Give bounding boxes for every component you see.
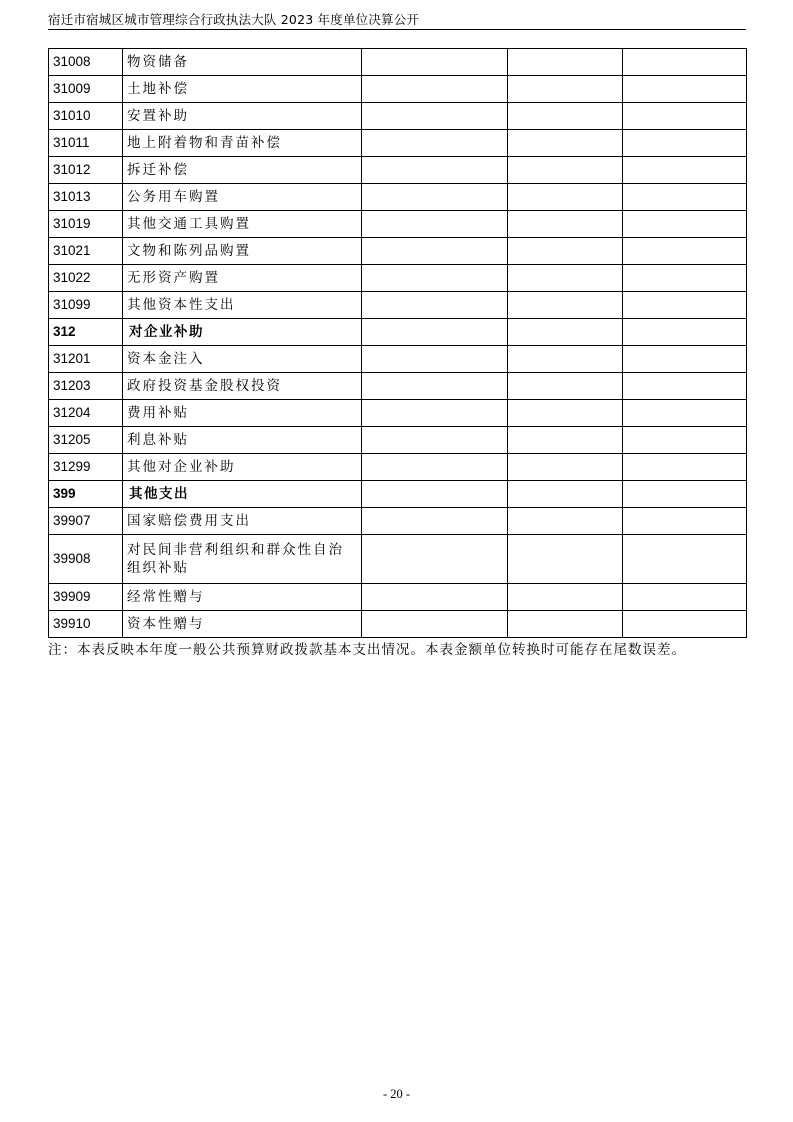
subject-name-cell: 地上附着物和青苗补偿	[123, 130, 362, 157]
amount-cell-3	[623, 400, 747, 427]
amount-cell-3	[623, 49, 747, 76]
table-row	[49, 49, 747, 76]
table-group-row	[49, 319, 747, 346]
amount-cell-3	[623, 373, 747, 400]
amount-cell-2	[508, 373, 623, 400]
amount-cell-1	[362, 319, 508, 346]
subject-name-cell: 经常性赠与	[123, 584, 362, 611]
amount-cell-1	[362, 49, 508, 76]
subject-name-cell: 国家赔偿费用支出	[123, 508, 362, 535]
subject-code-cell: 31201	[49, 346, 123, 373]
table-row	[49, 400, 747, 427]
table-body	[49, 49, 747, 638]
amount-cell-3	[623, 346, 747, 373]
amount-cell-1	[362, 76, 508, 103]
subject-code-cell: 39908	[49, 535, 123, 584]
page-number: - 20 -	[382, 1087, 411, 1101]
subject-name-cell: 资本金注入	[123, 346, 362, 373]
subject-name-cell: 土地补偿	[123, 76, 362, 103]
subject-name-cell: 政府投资基金股权投资	[123, 373, 362, 400]
subject-code-cell: 31008	[49, 49, 123, 76]
table-row	[49, 454, 747, 481]
amount-cell-2	[508, 184, 623, 211]
table-row	[49, 238, 747, 265]
table-row	[49, 611, 747, 638]
amount-cell-3	[623, 535, 747, 584]
amount-cell-1	[362, 535, 508, 584]
subject-code-cell: 31204	[49, 400, 123, 427]
table-row	[49, 292, 747, 319]
table-row	[49, 508, 747, 535]
amount-cell-1	[362, 211, 508, 238]
amount-cell-2	[508, 238, 623, 265]
subject-name-cell: 其他资本性支出	[123, 292, 362, 319]
subject-name-cell: 其他支出	[123, 481, 362, 508]
subject-code-cell: 31012	[49, 157, 123, 184]
amount-cell-1	[362, 346, 508, 373]
subject-code-cell: 31299	[49, 454, 123, 481]
subject-code-cell: 31021	[49, 238, 123, 265]
subject-name-cell: 其他对企业补助	[123, 454, 362, 481]
amount-cell-1	[362, 292, 508, 319]
amount-cell-3	[623, 292, 747, 319]
table-row	[49, 184, 747, 211]
table-row	[49, 584, 747, 611]
amount-cell-1	[362, 400, 508, 427]
subject-name-cell: 对民间非营利组织和群众性自治组织补贴	[123, 535, 362, 584]
subject-name-cell: 无形资产购置	[123, 265, 362, 292]
amount-cell-2	[508, 76, 623, 103]
amount-cell-2	[508, 346, 623, 373]
subject-name-cell: 公务用车购置	[123, 184, 362, 211]
table-row	[49, 346, 747, 373]
amount-cell-3	[623, 157, 747, 184]
amount-cell-2	[508, 454, 623, 481]
amount-cell-2	[508, 130, 623, 157]
amount-cell-3	[623, 611, 747, 638]
amount-cell-2	[508, 481, 623, 508]
header-divider	[48, 29, 746, 30]
subject-code-cell: 39910	[49, 611, 123, 638]
subject-code-cell: 31010	[49, 103, 123, 130]
amount-cell-1	[362, 508, 508, 535]
amount-cell-2	[508, 508, 623, 535]
table-row	[49, 157, 747, 184]
table-row	[49, 211, 747, 238]
amount-cell-2	[508, 103, 623, 130]
amount-cell-3	[623, 427, 747, 454]
amount-cell-3	[623, 481, 747, 508]
table-row	[49, 76, 747, 103]
subject-code-cell: 31011	[49, 130, 123, 157]
amount-cell-1	[362, 373, 508, 400]
amount-cell-3	[623, 238, 747, 265]
subject-code-cell: 31009	[49, 76, 123, 103]
amount-cell-3	[623, 184, 747, 211]
subject-code-cell: 31203	[49, 373, 123, 400]
amount-cell-2	[508, 319, 623, 346]
table-row	[49, 427, 747, 454]
amount-cell-2	[508, 292, 623, 319]
table-footnote: 注：本表反映本年度一般公共预算财政拨款基本支出情况。本表金额单位转换时可能存在尾数误差。	[48, 642, 686, 658]
amount-cell-2	[508, 157, 623, 184]
amount-cell-1	[362, 427, 508, 454]
subject-code-cell: 399	[49, 481, 123, 508]
amount-cell-1	[362, 481, 508, 508]
expenditure-table	[48, 48, 747, 638]
subject-name-cell: 对企业补助	[123, 319, 362, 346]
subject-name-cell: 利息补贴	[123, 427, 362, 454]
amount-cell-2	[508, 211, 623, 238]
amount-cell-3	[623, 211, 747, 238]
subject-code-cell: 39907	[49, 508, 123, 535]
amount-cell-3	[623, 76, 747, 103]
amount-cell-1	[362, 265, 508, 292]
subject-name-cell: 安置补助	[123, 103, 362, 130]
amount-cell-1	[362, 611, 508, 638]
subject-code-cell: 31205	[49, 427, 123, 454]
subject-name-cell: 拆迁补偿	[123, 157, 362, 184]
amount-cell-3	[623, 319, 747, 346]
amount-cell-2	[508, 535, 623, 584]
subject-code-cell: 312	[49, 319, 123, 346]
amount-cell-1	[362, 454, 508, 481]
table-row	[49, 265, 747, 292]
subject-code-cell: 39909	[49, 584, 123, 611]
amount-cell-2	[508, 611, 623, 638]
document-header: 宿迁市宿城区城市管理综合行政执法大队 2023 年度单位决算公开	[48, 12, 420, 27]
amount-cell-3	[623, 454, 747, 481]
amount-cell-2	[508, 427, 623, 454]
table-row	[49, 103, 747, 130]
amount-cell-1	[362, 103, 508, 130]
amount-cell-2	[508, 584, 623, 611]
subject-name-cell: 费用补贴	[123, 400, 362, 427]
table-row	[49, 535, 747, 584]
subject-code-cell: 31022	[49, 265, 123, 292]
subject-code-cell: 31013	[49, 184, 123, 211]
amount-cell-3	[623, 265, 747, 292]
amount-cell-2	[508, 265, 623, 292]
amount-cell-3	[623, 508, 747, 535]
table-group-row	[49, 481, 747, 508]
subject-name-cell: 其他交通工具购置	[123, 211, 362, 238]
subject-code-cell: 31099	[49, 292, 123, 319]
amount-cell-1	[362, 130, 508, 157]
amount-cell-1	[362, 584, 508, 611]
amount-cell-3	[623, 130, 747, 157]
amount-cell-3	[623, 103, 747, 130]
table-row	[49, 373, 747, 400]
amount-cell-1	[362, 238, 508, 265]
amount-cell-1	[362, 157, 508, 184]
amount-cell-2	[508, 49, 623, 76]
table-row	[49, 130, 747, 157]
subject-name-cell: 文物和陈列品购置	[123, 238, 362, 265]
amount-cell-1	[362, 184, 508, 211]
subject-code-cell: 31019	[49, 211, 123, 238]
amount-cell-2	[508, 400, 623, 427]
amount-cell-3	[623, 584, 747, 611]
subject-name-cell: 资本性赠与	[123, 611, 362, 638]
subject-name-cell: 物资储备	[123, 49, 362, 76]
